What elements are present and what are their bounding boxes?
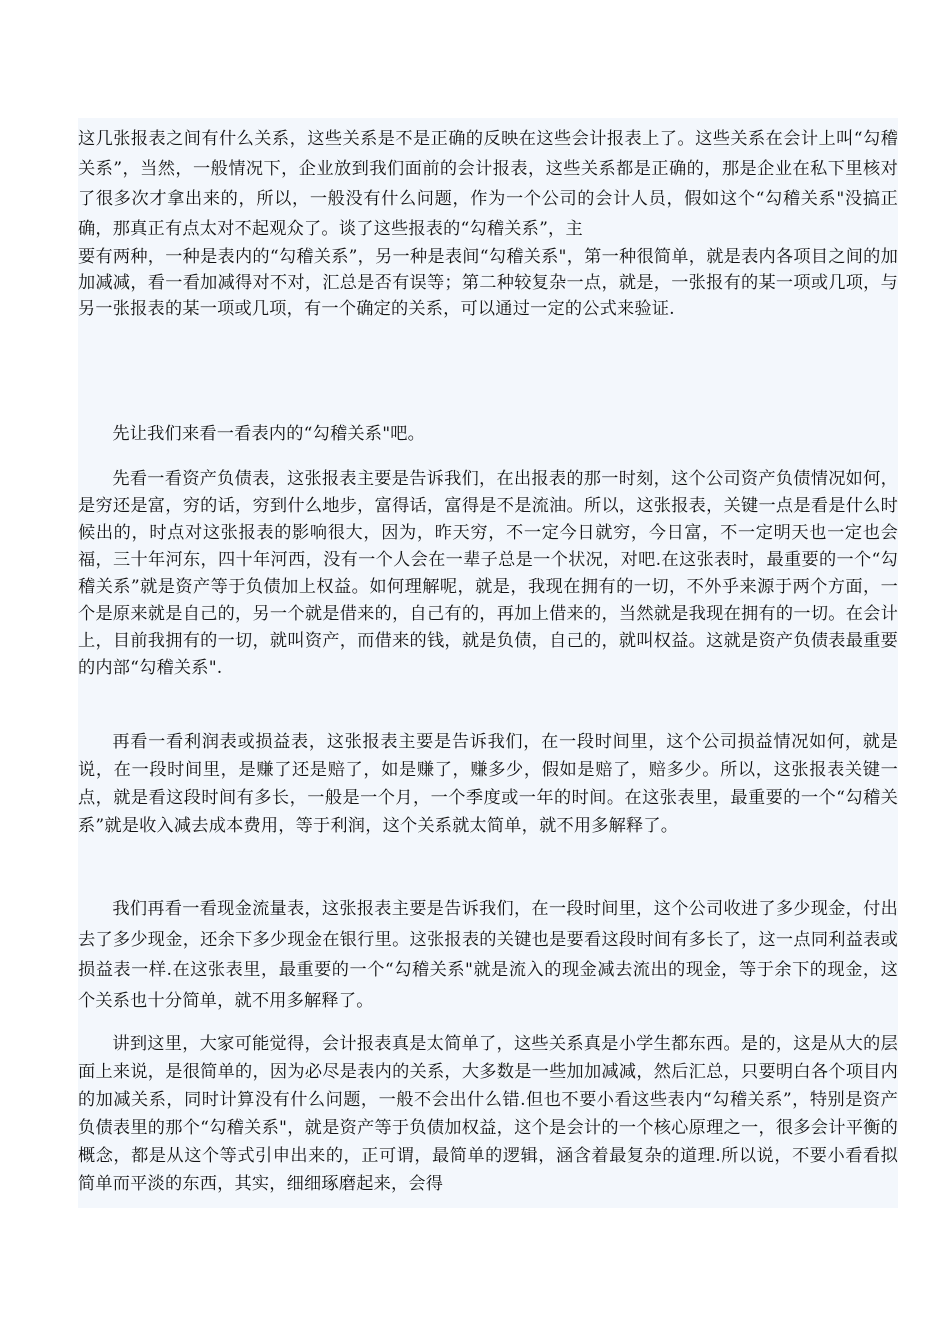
paragraph-3: 先让我们来看一看表内的“勾稽关系"吧。 (112, 424, 426, 444)
document-body (78, 118, 898, 1208)
paragraph-1: 这几张报表之间有什么关系，这些关系是不是正确的反映在这些会计报表上了。这些关系在会计上叫“勾稽关系”，当然，一般情况下，企业放到我们面前的会计报表，这些关系都是正确的，那是企业在私下里核对了很多次才拿出来的，所以，一般没有什么问题，作为一个公司的会计人员，假如这个“勾稽关系"没搞正确，那真正有点太对不起观众了。谈了这些报表的“勾稽关系”，主 (78, 129, 898, 239)
paragraph-7: 讲到这里，大家可能觉得，会计报表真是太简单了，这些关系真是小学生都东西。是的，这是从大的层面上来说，是很简单的，因为必尽是表内的关系，大多数是一些加加减减，然后汇总，只要明白各个项目内的加减关系，同时计算没有什么问题，一般不会出什么错.但也不要小看这些表内“勾稽关系”，特别是资产负债表里的那个“勾稽关系"，就是资产等于负债加权益，这个是会计的一个核心原理之一，很多会计平衡的概念，都是从这个等式引申出来的，正可谓，最简单的逻辑，涵含着最复杂的道理.所以说，不要小看看拟简单而平淡的东西，其实，细细琢磨起来，会得 (78, 1034, 898, 1194)
paragraph-2: 要有两种，一种是表内的“勾稽关系”，另一种是表间“勾稽关系"，第一种很简单，就是表内各项目之间的加加减减，看一看加减得对不对，汇总是否有误等；第二种较复杂一点，就是，一张报有的某一项或几项，与另一张报表的某一项或几项，有一个确定的关系，可以通过一定的公式来验证. (78, 247, 898, 319)
paragraph-6: 我们再看一看现金流量表，这张报表主要是告诉我们，在一段时间里，这个公司收进了多少现金，付出去了多少现金，还余下多少现金在银行里。这张报表的关键也是要看这段时间有多长了，这一点同利益表或损益表一样.在这张表里，最重要的一个“勾稽关系"就是流入的现金减去流出的现金，等于余下的现金，这个关系也十分简单，就不用多解释了。 (78, 899, 898, 1011)
paragraph-5: 再看一看利润表或损益表，这张报表主要是告诉我们，在一段时间里，这个公司损益情况如何，就是说，在一段时间里，是赚了还是赔了，如是赚了，赚多少，假如是赔了，赔多少。所以，这张报表关键一点，就是看这段时间有多长，一般是一个月，一个季度或一年的时间。在这张表里，最重要的一个“勾稽关系”就是收入减去成本费用，等于利润，这个关系就太简单，就不用多解释了。 (78, 732, 898, 836)
paragraph-4: 先看一看资产负债表，这张报表主要是告诉我们，在出报表的那一时刻，这个公司资产负债情况如何，是穷还是富，穷的话，穷到什么地步，富得话，富得是不是流油。所以，这张报表，关键一点是看是什么时候出的，时点对这张报表的影响很大，因为，昨天穷，不一定今日就穷，今日富，不一定明天也一定也会福，三十年河东，四十年河西，没有一个人会在一辈子总是一个状况，对吧.在这张表时，最重要的一个“勾稽关系”就是资产等于负债加上权益。如何理解呢，就是，我现在拥有的一切，不外乎来源于两个方面，一个是原来就是自己的，另一个就是借来的，自己有的，再加上借来的，当然就是我现在拥有的一切。在会计上，目前我拥有的一切，就叫资产，而借来的钱，就是负债，自己的，就叫权益。这就是资产负债表最重要的内部“勾稽关系". (78, 469, 898, 678)
